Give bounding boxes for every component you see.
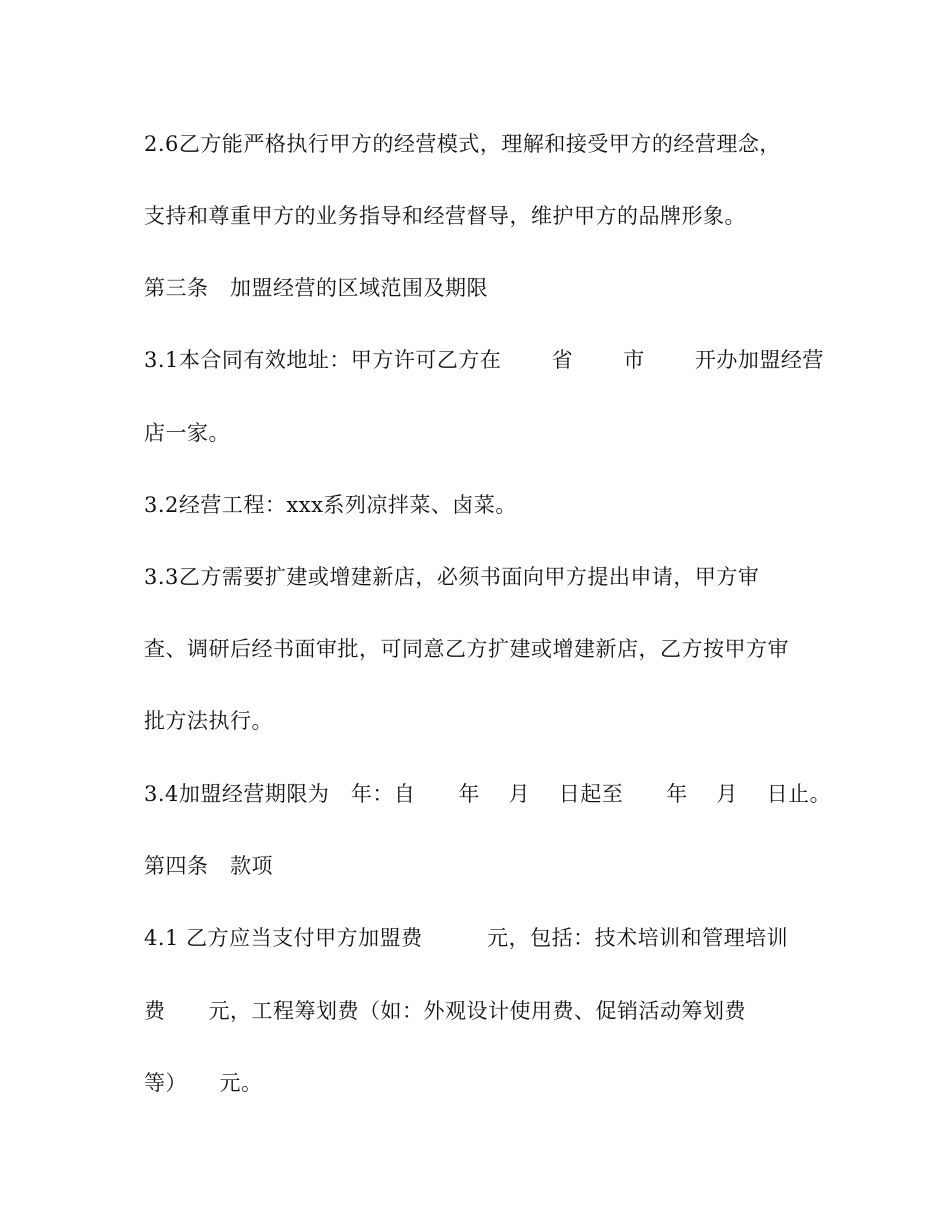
clause-3-3-line-1: 3.3乙方需要扩建或增建新店，必须书面向甲方提出申请，甲方审 — [144, 565, 760, 589]
clause-2-6-line-2: 支持和尊重甲方的业务指导和经营督导，维护甲方的品牌形象。 — [144, 204, 746, 228]
clause-3-2: 3.2经营工程：xxx系列凉拌菜、卤菜。 — [144, 493, 517, 517]
article-3-heading: 第三条 加盟经营的区域范围及期限 — [144, 276, 488, 300]
clause-2-6-line-1: 2.6乙方能严格执行甲方的经营模式，理解和接受甲方的经营理念， — [144, 132, 781, 156]
article-4-heading: 第四条 款项 — [144, 854, 273, 878]
clause-4-1-line-1: 4.1 乙方应当支付甲方加盟费 元，包括：技术培训和管理培训 — [144, 926, 789, 950]
clause-3-1-line-1: 3.1本合同有效地址：甲方许可乙方在 省 市 开办加盟经营 — [144, 348, 824, 372]
clause-4-1-line-2: 费 元，工程筹划费（如：外观设计使用费、促销活动筹划费 — [144, 999, 746, 1023]
clause-4-1-line-3: 等） 元。 — [144, 1071, 263, 1095]
clause-3-3-line-2: 查、调研后经书面审批，可同意乙方扩建或增建新店，乙方按甲方审 — [144, 637, 789, 661]
clause-3-4: 3.4加盟经营期限为 年：自 年 月 日起至 年 月 日止。 — [144, 782, 832, 806]
clause-3-1-line-2: 店一家。 — [144, 421, 230, 445]
clause-3-3-line-3: 批方法执行。 — [144, 709, 273, 733]
